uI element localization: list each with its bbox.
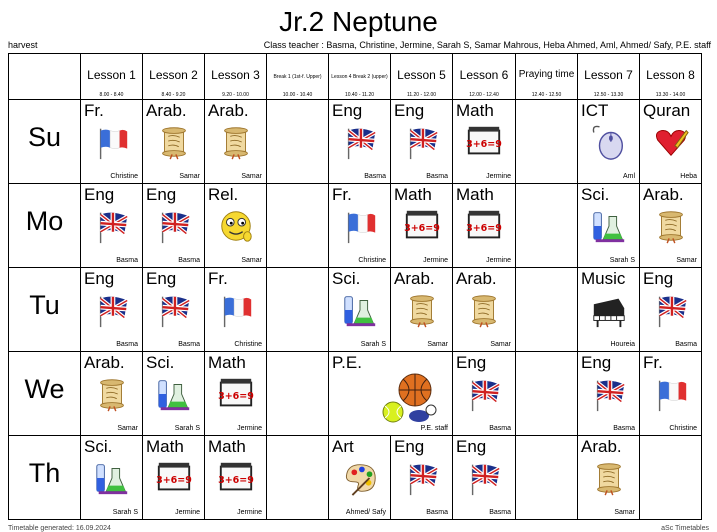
lesson-cell (391, 100, 453, 184)
teacher-label: Christine (358, 257, 386, 264)
teacher-label: Sarah S (609, 257, 635, 264)
scroll-icon (93, 375, 131, 413)
french-flag-icon (341, 207, 379, 245)
lesson-cell (81, 352, 143, 436)
lesson-cell (640, 352, 702, 436)
period-label: Lesson 6 (459, 68, 509, 82)
math-board-icon (465, 123, 503, 161)
lesson-cell (578, 268, 640, 352)
lesson-cell (329, 352, 453, 436)
subject-label: Eng (643, 269, 674, 288)
math-board-icon (217, 459, 255, 497)
lesson-cell (81, 100, 143, 184)
period-header (453, 54, 516, 100)
teacher-label: Jermine (175, 509, 200, 516)
teacher-label: Christine (669, 425, 697, 432)
subject-label: Eng (84, 185, 115, 204)
french-flag-icon (217, 291, 255, 329)
subject-label: Math (208, 353, 246, 372)
day-row (9, 352, 702, 436)
lesson-cell (453, 184, 516, 268)
period-time: 10.40 - 11.20 (344, 92, 375, 98)
lesson-cell (578, 184, 640, 268)
teacher-label: Jermine (237, 425, 262, 432)
uk-flag-icon (93, 291, 131, 329)
teacher-label: Houreia (610, 341, 635, 348)
flask-icon (590, 207, 628, 245)
teacher-label: Samar (117, 425, 138, 432)
subject-label: ICT (581, 101, 609, 120)
subject-label: Sci. (332, 269, 361, 288)
teacher-label: Basma (178, 257, 200, 264)
piano-icon (590, 291, 628, 329)
subject-label: Eng (146, 269, 177, 288)
lesson-cell (640, 268, 702, 352)
subject-label: Eng (394, 437, 425, 456)
day-name: Th (28, 458, 61, 488)
svg-text:3+6=9: 3+6=9 (218, 474, 254, 486)
teacher-label: P.E. staff (420, 425, 448, 432)
math-board-icon (217, 375, 255, 413)
teacher-label: Jermine (486, 257, 511, 264)
lesson-cell (205, 184, 267, 268)
mouse-icon (590, 123, 628, 161)
teacher-label: Basma (613, 425, 635, 432)
teacher-label: Basma (364, 173, 386, 180)
period-time: 8.40 - 9.20 (161, 92, 186, 98)
period-time: 12.40 - 12.50 (531, 92, 562, 98)
footer-brand: aSc Timetables (661, 525, 709, 532)
lesson-cell (81, 268, 143, 352)
day-name: Mo (25, 206, 64, 236)
empty-cell (516, 352, 578, 436)
scroll-icon (403, 291, 441, 329)
svg-text:3+6=9: 3+6=9 (466, 222, 502, 234)
lesson-cell (143, 268, 205, 352)
teacher-label: Heba (680, 173, 697, 180)
teacher-label: Jermine (486, 173, 511, 180)
lesson-cell (143, 184, 205, 268)
timetable-grid (8, 53, 702, 520)
period-time: 9.20 - 10.00 (222, 92, 249, 98)
teacher-label: Ahmed/ Safy (345, 509, 386, 516)
period-label: Praying time (518, 69, 575, 80)
period-header (205, 54, 267, 100)
period-header (516, 54, 578, 100)
empty-cell (516, 268, 578, 352)
teacher-label: Samar (241, 257, 262, 264)
lesson-cell (81, 436, 143, 520)
school-name: harvest (8, 40, 38, 50)
uk-flag-icon (465, 375, 503, 413)
lesson-cell (640, 100, 702, 184)
period-label: Lesson 3 (211, 68, 260, 82)
teacher-label: Basma (116, 341, 138, 348)
subject-label: Eng (456, 353, 487, 372)
lesson-cell (578, 352, 640, 436)
subject-label: Eng (456, 437, 487, 456)
lesson-cell (81, 184, 143, 268)
teacher-label: Aml (622, 173, 635, 180)
lesson-cell (205, 352, 267, 436)
scroll-icon (217, 123, 255, 161)
day-cell (9, 100, 81, 184)
day-row (9, 100, 702, 184)
heart-icon (652, 123, 690, 161)
subject-label: Math (208, 437, 246, 456)
lesson-cell (578, 436, 640, 520)
lesson-cell (391, 268, 453, 352)
subject-label: Art (332, 437, 354, 456)
lesson-cell (391, 436, 453, 520)
lesson-cell (453, 100, 516, 184)
day-name: Su (27, 122, 62, 152)
uk-flag-icon (652, 291, 690, 329)
palette-icon (341, 459, 379, 497)
period-time: 11.20 - 12.00 (406, 92, 437, 98)
subject-label: Sci. (84, 437, 113, 456)
subject-label: Arab. (581, 437, 622, 456)
lesson-cell (453, 436, 516, 520)
scroll-icon (465, 291, 503, 329)
uk-flag-icon (465, 459, 503, 497)
subject-label: Eng (84, 269, 115, 288)
subject-label: Math (456, 185, 494, 204)
lesson-cell (143, 352, 205, 436)
day-cell (9, 352, 81, 436)
math-board-icon (403, 207, 441, 245)
subject-label: Fr. (332, 185, 352, 204)
subject-label: Sci. (581, 185, 610, 204)
subject-label: Arab. (84, 353, 125, 372)
empty-cell (267, 100, 329, 184)
period-header (81, 54, 143, 100)
day-cell (9, 268, 81, 352)
teacher-label: Basma (426, 509, 448, 516)
uk-flag-icon (403, 459, 441, 497)
teacher-label: Christine (110, 173, 138, 180)
empty-cell (267, 352, 329, 436)
period-header (578, 54, 640, 100)
period-header (329, 54, 391, 100)
class-teacher-line: Class teacher : Basma, Christine, Jermine, Sarah S, Samar Mahrous, Heba Ahmed, Aml, Ahmed/ Safy, P.E. staff (263, 40, 711, 50)
day-row (9, 268, 702, 352)
period-time: 10.00 - 10.40 (282, 92, 313, 98)
period-label: Lesson 2 (149, 68, 198, 82)
lesson-cell (453, 268, 516, 352)
teacher-label: Samar (614, 509, 635, 516)
period-header (267, 54, 329, 100)
teacher-label: Jermine (237, 509, 262, 516)
period-label: Lesson 7 (584, 68, 633, 82)
period-label: Break 1 (1st-f. Upper) (273, 74, 322, 80)
period-label: Lesson 1 (87, 68, 136, 82)
teacher-label: Basma (675, 341, 697, 348)
teacher-label: Sarah S (174, 425, 200, 432)
subject-label: Eng (146, 185, 177, 204)
lesson-cell (143, 436, 205, 520)
period-header (143, 54, 205, 100)
subject-label: Quran (643, 101, 691, 120)
scroll-icon (652, 207, 690, 245)
lesson-cell (329, 100, 391, 184)
teacher-label: Christine (234, 341, 262, 348)
scroll-icon (155, 123, 193, 161)
day-name: We (24, 374, 65, 404)
teacher-label: Basma (116, 257, 138, 264)
subject-label: Arab. (394, 269, 435, 288)
subject-label: Eng (394, 101, 425, 120)
svg-text:3+6=9: 3+6=9 (156, 474, 192, 486)
subject-label: Arab. (643, 185, 684, 204)
smiley-icon (217, 207, 255, 245)
french-flag-icon (93, 123, 131, 161)
period-label: Lesson 5 (397, 68, 446, 82)
lesson-cell (453, 352, 516, 436)
svg-text:3+6=9: 3+6=9 (218, 390, 254, 402)
uk-flag-icon (341, 123, 379, 161)
subject-label: Math (146, 437, 184, 456)
teacher-label: Samar (676, 257, 697, 264)
teacher-label: Basma (489, 425, 511, 432)
teacher-label: Samar (179, 173, 200, 180)
teacher-label: Samar (241, 173, 262, 180)
period-header (640, 54, 702, 100)
period-label: Lesson 4 Break 2 (upper) (331, 74, 388, 80)
teacher-label: Jermine (423, 257, 448, 264)
subject-label: Math (394, 185, 432, 204)
empty-cell (516, 436, 578, 520)
teacher-label: Basma (426, 173, 448, 180)
period-time: 12.50 - 13.30 (593, 92, 624, 98)
uk-flag-icon (403, 123, 441, 161)
subject-label: Arab. (456, 269, 497, 288)
teacher-label: Samar (490, 341, 511, 348)
math-board-icon (155, 459, 193, 497)
period-time: 12.00 - 12.40 (469, 92, 499, 98)
period-header (391, 54, 453, 100)
teacher-label: Sarah S (360, 341, 386, 348)
subject-label: P.E. (332, 353, 362, 372)
teacher-label: Sarah S (112, 509, 138, 516)
subject-label: Arab. (208, 101, 249, 120)
uk-flag-icon (155, 291, 193, 329)
period-time: 13.30 - 14.00 (655, 92, 686, 98)
lesson-cell (329, 436, 391, 520)
subject-label: Sci. (146, 353, 175, 372)
empty-cell (516, 100, 578, 184)
teacher-label: Basma (178, 341, 200, 348)
empty-cell (267, 436, 329, 520)
lesson-cell (205, 100, 267, 184)
period-time: 8.00 - 8.40 (99, 92, 124, 98)
lesson-cell (205, 436, 267, 520)
period-label: Lesson 8 (646, 68, 695, 82)
subject-label: Music (581, 269, 626, 288)
corner-cell (9, 54, 81, 100)
lesson-cell (391, 184, 453, 268)
svg-text:3+6=9: 3+6=9 (466, 138, 502, 150)
math-board-icon (465, 207, 503, 245)
subject-label: Rel. (208, 185, 239, 204)
lesson-cell (578, 100, 640, 184)
subject-label: Arab. (146, 101, 187, 120)
svg-text:3+6=9: 3+6=9 (404, 222, 440, 234)
lesson-cell (329, 184, 391, 268)
day-name: Tu (29, 290, 60, 320)
sports-balls-icon (369, 370, 449, 430)
lesson-cell (329, 268, 391, 352)
subject-label: Eng (581, 353, 612, 372)
empty-cell (267, 184, 329, 268)
subject-label: Fr. (208, 269, 228, 288)
uk-flag-icon (93, 207, 131, 245)
teacher-label: Samar (427, 341, 448, 348)
day-cell (9, 184, 81, 268)
teacher-label: Basma (489, 509, 511, 516)
flask-icon (341, 291, 379, 329)
day-row (9, 436, 702, 520)
subject-label: Fr. (643, 353, 663, 372)
subject-label: Fr. (84, 101, 104, 120)
uk-flag-icon (590, 375, 628, 413)
lesson-cell (143, 100, 205, 184)
footer-generated: Timetable generated: 16.09.2024 (8, 525, 111, 532)
day-cell (9, 436, 81, 520)
subject-label: Eng (332, 101, 363, 120)
flask-icon (155, 375, 193, 413)
flask-icon (93, 459, 131, 497)
empty-cell (640, 436, 702, 520)
uk-flag-icon (155, 207, 193, 245)
subject-label: Math (456, 101, 494, 120)
lesson-cell (640, 184, 702, 268)
lesson-cell (205, 268, 267, 352)
page-title: Jr.2 Neptune (279, 6, 438, 37)
french-flag-icon (652, 375, 690, 413)
empty-cell (267, 268, 329, 352)
empty-cell (516, 184, 578, 268)
day-row (9, 184, 702, 268)
scroll-icon (590, 459, 628, 497)
